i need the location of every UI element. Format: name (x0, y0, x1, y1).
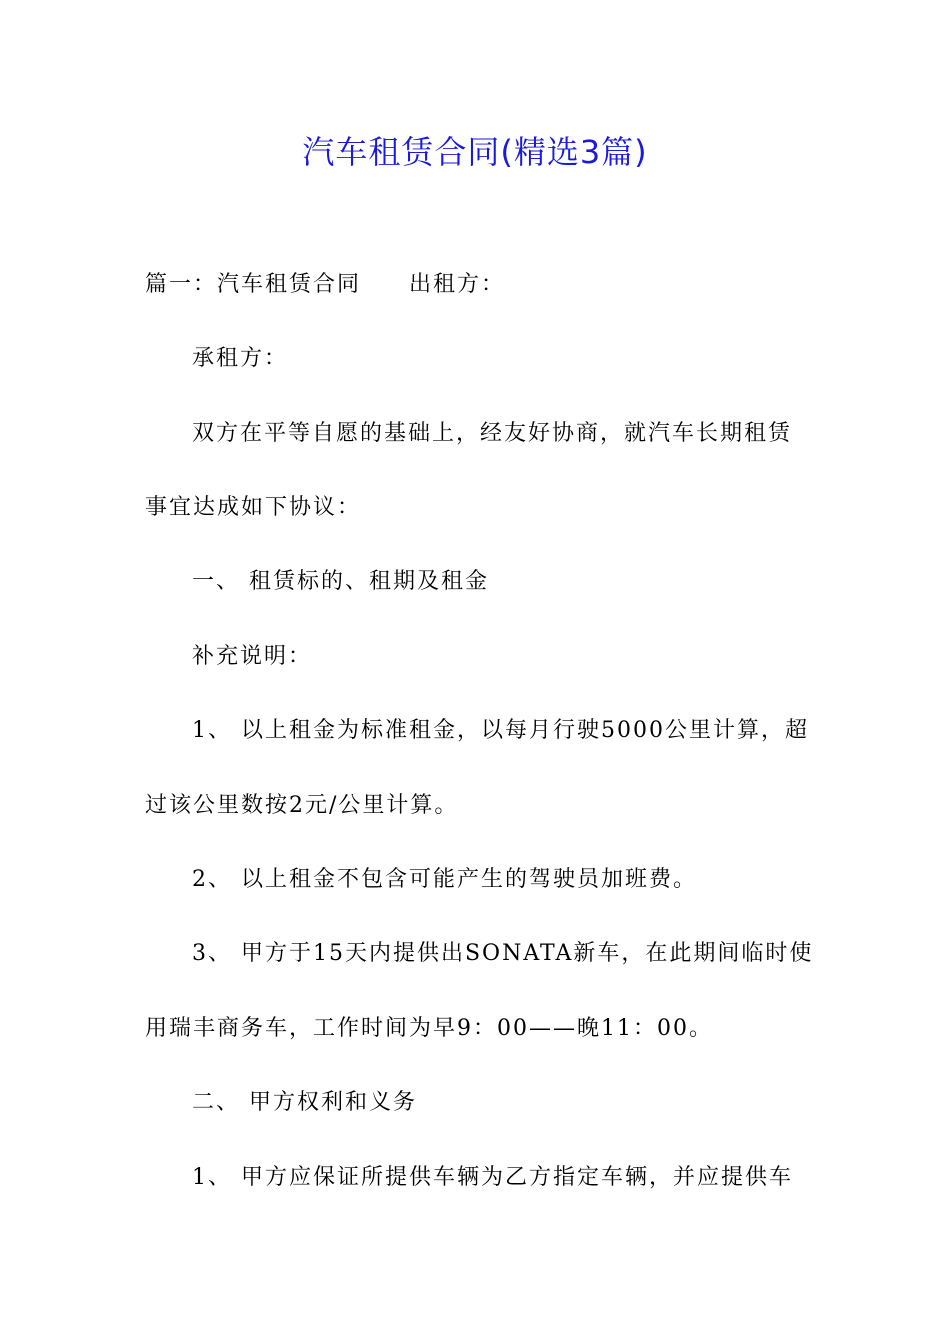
paragraph-line: 双方在平等自愿的基础上，经友好协商，就汽车长期租赁 (192, 421, 793, 446)
lessee-label: 承租方： (192, 346, 289, 371)
clause-heading: 二、 甲方权利和义务 (192, 1090, 417, 1115)
lessor-label: 出租方： (409, 272, 506, 297)
paragraph-line: 3、 甲方于15天内提供出SONATA新车，在此期间临时使 (192, 941, 814, 966)
document-title: 汽车租赁合同(精选3篇) (302, 133, 648, 171)
paragraph-line: 1、 以上租金为标准租金，以每月行驶5000公里计算，超 (192, 718, 809, 743)
note-heading: 补充说明： (192, 644, 313, 669)
paragraph-line: 2、 以上租金不包含可能产生的驾驶员加班费。 (192, 867, 697, 892)
paragraph-line: 事宜达成如下协议： (145, 495, 362, 520)
paragraph-line: 过该公里数按2元/公里计算。 (145, 793, 459, 818)
section-heading-line (145, 269, 815, 301)
section-heading: 篇一：汽车租赁合同 (145, 272, 362, 297)
clause-heading: 一、 租赁标的、租期及租金 (192, 569, 489, 594)
paragraph-line: 用瑞丰商务车，工作时间为早9：00——晚11：00。 (145, 1016, 713, 1041)
paragraph-line: 1、 甲方应保证所提供车辆为乙方指定车辆，并应提供车 (192, 1165, 793, 1190)
